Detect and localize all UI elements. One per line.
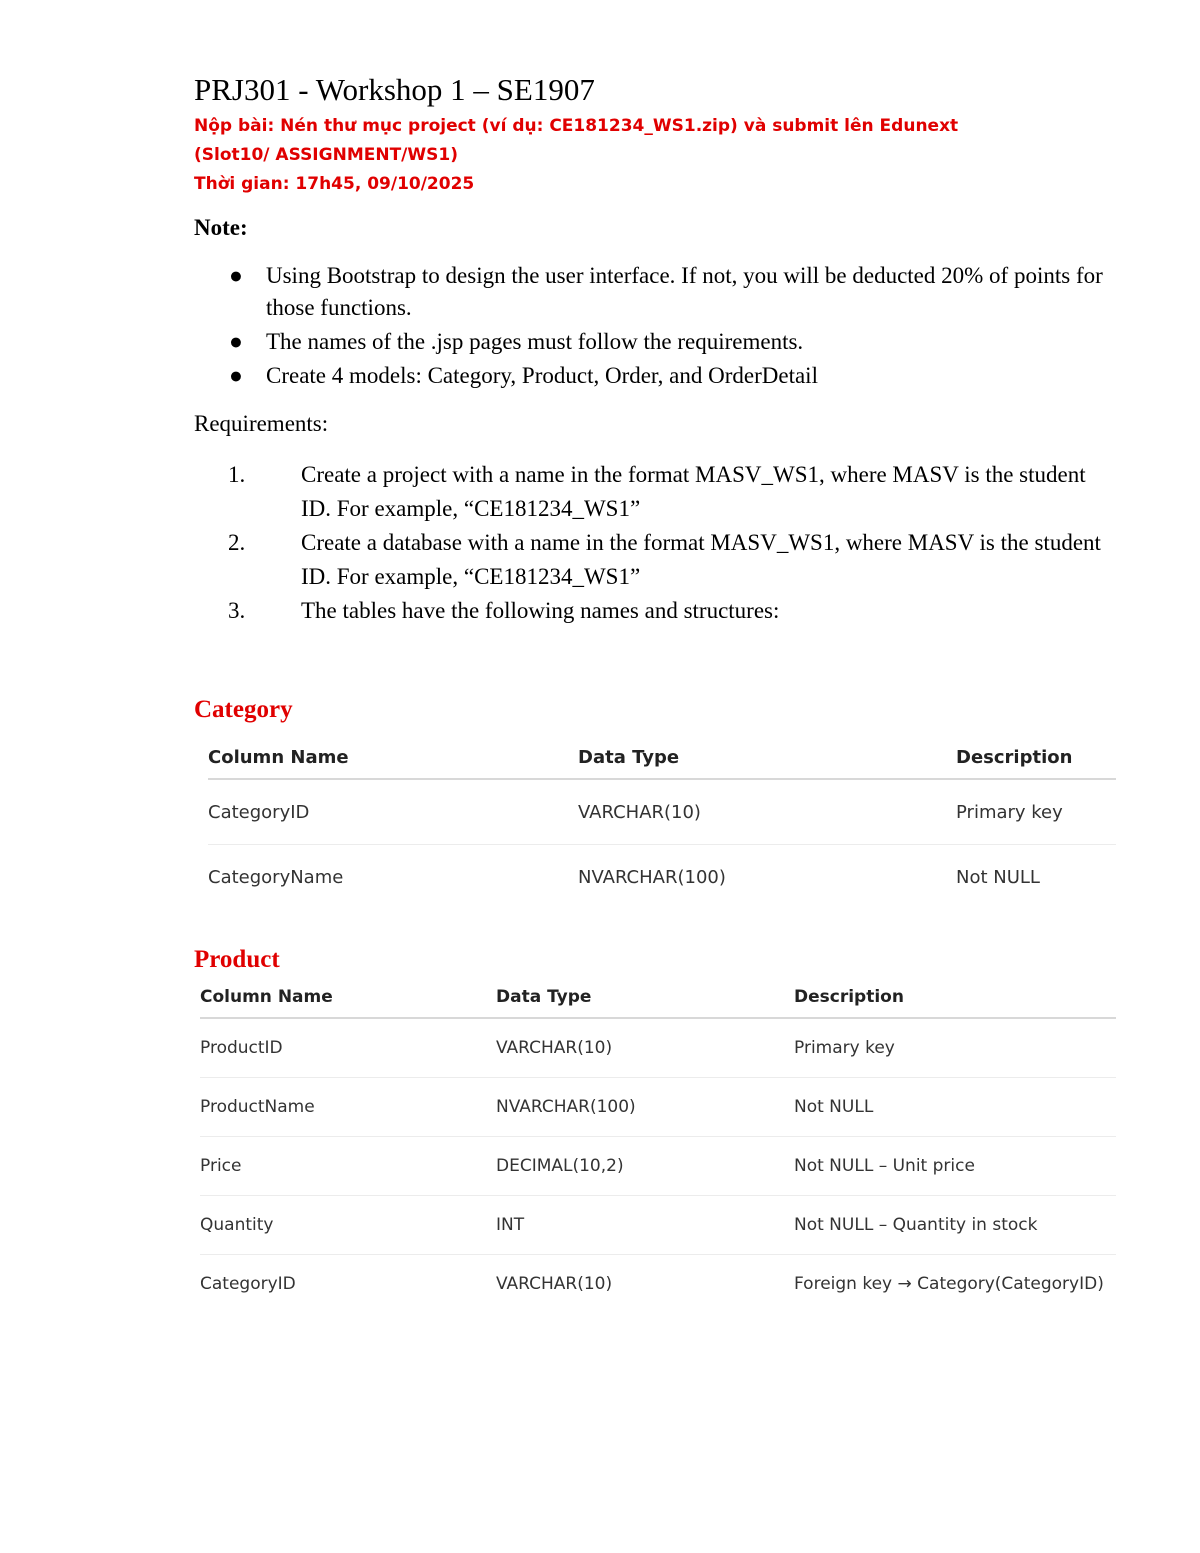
note-item: ● The names of the .jsp pages must follow the requirements. — [194, 326, 1114, 358]
requirement-number: 1. — [228, 462, 246, 487]
requirement-item — [194, 458, 1114, 526]
note-list — [194, 260, 1114, 394]
table-cell: ProductID — [200, 1018, 496, 1078]
requirement-number: 2. — [228, 530, 246, 555]
table-cell: Not NULL — [956, 866, 1040, 888]
table-cell: Foreign key → Category(CategoryID) — [794, 1274, 1104, 1294]
requirements-heading: Requirements: — [194, 411, 329, 436]
requirement-text: Create a database with a name in the format MASV_WS1, where MASV is the student ID. For example, “CE181234_WS1” — [301, 530, 1101, 589]
column-header: Data Type — [496, 976, 794, 1018]
submission-info — [194, 112, 1014, 199]
table-cell: Not NULL — [794, 1078, 1116, 1137]
table-cell: Primary key — [956, 779, 1116, 845]
column-header: Description — [956, 736, 1116, 779]
table-cell: Quantity — [200, 1196, 496, 1255]
table-row — [200, 1255, 1116, 1314]
submission-deadline: Thời gian: 17h45, 09/10/2025 — [194, 174, 475, 194]
table-cell: VARCHAR(10) — [496, 1018, 794, 1078]
column-header: Column Name — [208, 736, 578, 779]
product-section-title: Product — [194, 946, 280, 973]
note-item: ● Create 4 models: Category, Product, Order, and OrderDetail — [194, 360, 1114, 392]
category-section-title: Category — [194, 696, 293, 723]
table-cell: Not NULL – Unit price — [794, 1137, 1116, 1196]
submission-instruction: Nộp bài: Nén thư mục project (ví dụ: CE181234_WS1.zip) và submit lên Edunext (Slot10/ ASSIGNMENT/WS1) — [194, 116, 959, 165]
column-header: Data Type — [578, 736, 956, 779]
requirement-item — [194, 526, 1114, 594]
product-table — [200, 976, 1116, 1313]
table-header-row — [208, 736, 1116, 779]
document-title: PRJ301 - Workshop 1 – SE1907 — [194, 72, 595, 107]
column-header: Column Name — [200, 976, 496, 1018]
requirement-text: The tables have the following names and structures: — [301, 598, 780, 623]
requirement-item — [194, 594, 1114, 628]
table-cell: ProductName — [200, 1078, 496, 1137]
table-cell: DECIMAL(10,2) — [496, 1137, 794, 1196]
table-cell: Not NULL – Quantity in stock — [794, 1196, 1116, 1255]
table-cell: VARCHAR(10) — [578, 779, 956, 845]
table-cell: Price — [200, 1137, 496, 1196]
note-heading: Note: — [194, 215, 248, 240]
table-row — [208, 845, 1116, 910]
bullet-icon: ● — [229, 329, 243, 354]
table-cell: INT — [496, 1196, 794, 1255]
table-row — [200, 1018, 1116, 1078]
table-cell: VARCHAR(10) — [496, 1274, 613, 1294]
bullet-icon: ● — [229, 363, 243, 388]
table-cell: CategoryID — [200, 1274, 296, 1294]
requirements-list — [194, 458, 1114, 628]
table-cell: CategoryName — [208, 866, 344, 888]
table-row — [200, 1196, 1116, 1255]
bullet-icon: ● — [229, 263, 243, 288]
requirement-text: Create a project with a name in the format MASV_WS1, where MASV is the student ID. For example, “CE181234_WS1” — [301, 462, 1086, 521]
note-item: ● Using Bootstrap to design the user interface. If not, you will be deducted 20% of points for those functions. — [194, 260, 1114, 324]
table-cell: Primary key — [794, 1018, 1116, 1078]
category-table — [208, 736, 1116, 909]
table-cell: NVARCHAR(100) — [496, 1078, 794, 1137]
table-row — [200, 1078, 1116, 1137]
table-row — [208, 779, 1116, 845]
table-cell: NVARCHAR(100) — [578, 866, 726, 888]
requirement-number: 3. — [228, 598, 246, 623]
table-cell: CategoryID — [208, 779, 578, 845]
table-row — [200, 1137, 1116, 1196]
column-header: Description — [794, 976, 1116, 1018]
table-header-row — [200, 976, 1116, 1018]
